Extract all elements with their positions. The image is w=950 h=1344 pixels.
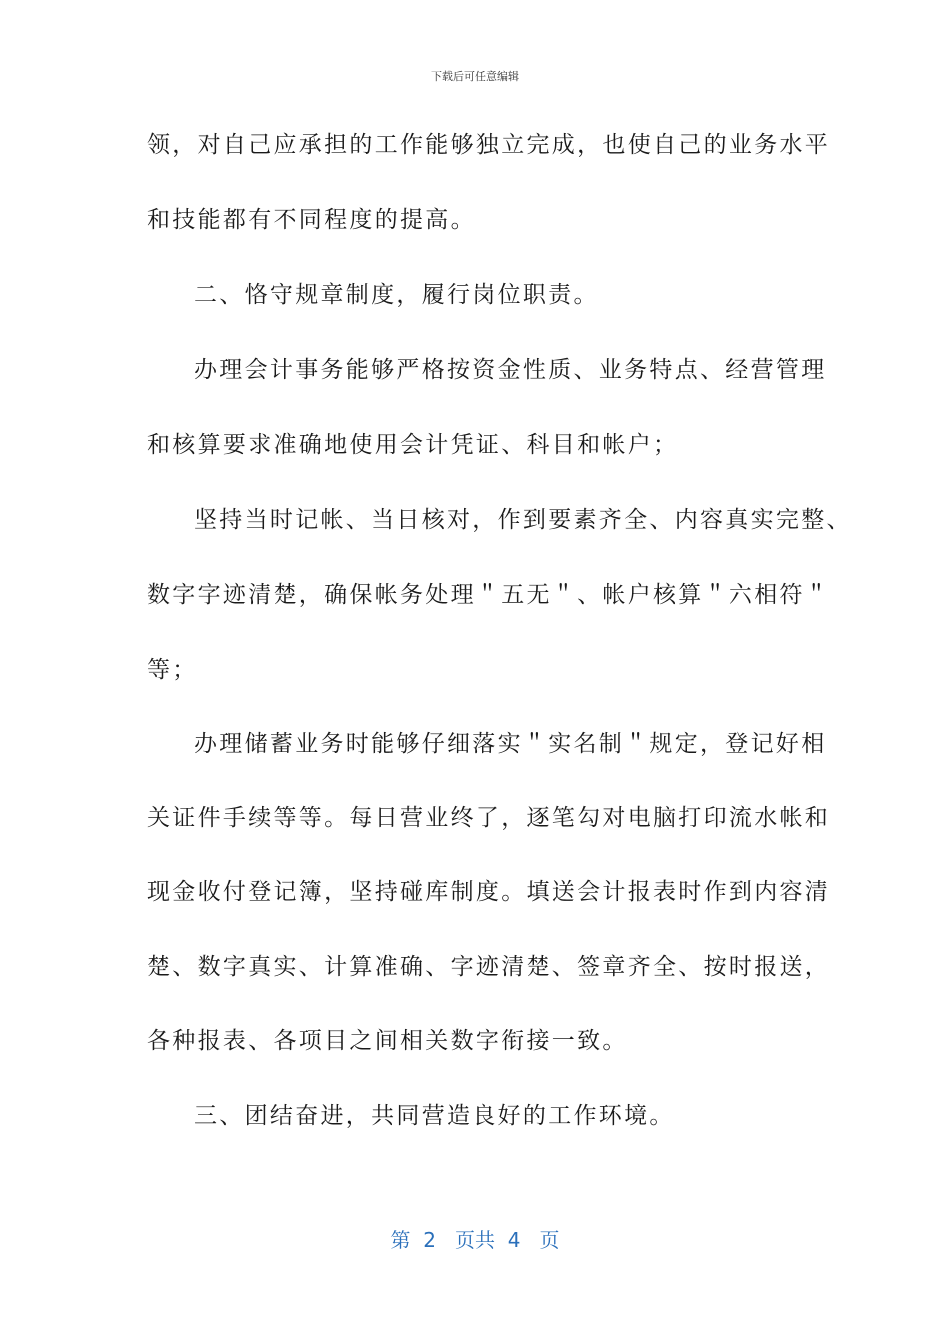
text-line: 数字字迹清楚，确保帐务处理＂五无＂、帐户核算＂六相符＂ <box>147 582 831 608</box>
section-heading: 三、团结奋进，共同营造良好的工作环境。 <box>194 1103 675 1129</box>
text-line: 楚、数字真实、计算准确、字迹清楚、签章齐全、按时报送， <box>147 954 831 980</box>
text-line: 和核算要求准确地使用会计凭证、科目和帐户； <box>147 432 679 458</box>
page-header-note: 下载后可任意编辑 <box>431 70 519 83</box>
text-line: 现金收付登记簿，坚持碰库制度。填送会计报表时作到内容清 <box>147 879 831 905</box>
text-line: 领，对自己应承担的工作能够独立完成，也使自己的业务水平 <box>147 132 831 158</box>
text-line: 等； <box>147 657 198 683</box>
text-line: 关证件手续等等。每日营业终了，逐笔勾对电脑打印流水帐和 <box>147 805 831 831</box>
text-line: 坚持当时记帐、当日核对，作到要素齐全、内容真实完整、 <box>194 507 852 533</box>
text-line: 和技能都有不同程度的提高。 <box>147 207 476 233</box>
text-line: 办理会计事务能够严格按资金性质、业务特点、经营管理 <box>194 357 827 383</box>
section-heading: 二、恪守规章制度，履行岗位职责。 <box>194 282 599 308</box>
text-line: 各种报表、各项目之间相关数字衔接一致。 <box>147 1028 628 1054</box>
page-number: 第 2 页共 4 页 <box>390 1228 560 1252</box>
text-line: 办理储蓄业务时能够仔细落实＂实名制＂规定，登记好相 <box>194 731 827 757</box>
